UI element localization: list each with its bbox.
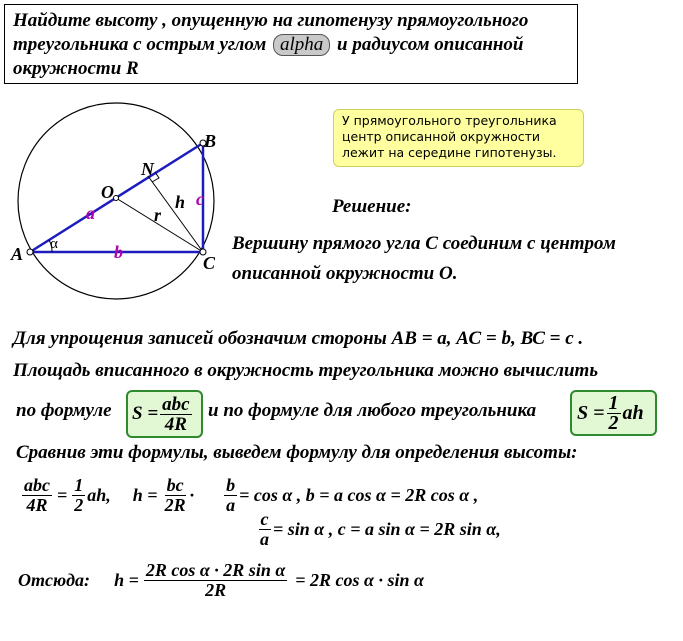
problem-line-2-start: треугольника с острым углом [13,34,267,55]
formula-2-numerator: 1 [608,391,619,414]
label-r: r [154,205,162,225]
label-side-c: c [196,189,204,209]
label-A: A [11,244,24,264]
hint-line-2: центр описанной окружности [342,129,541,144]
final-numerator: 2R cos α · 2R sin α [145,560,286,580]
derivation-frac-3-den: 2R [164,495,186,515]
formula-area-half-ah [570,390,657,436]
label-N: N [141,159,154,179]
alpha-pill: alpha [273,34,330,56]
derivation-frac-1-2 [72,476,85,515]
derivation-sin-relation: = sin α , c = a sin α = 2R sin α, [273,519,501,539]
derivation-frac-4-den: a [226,495,236,515]
solution-line-3: Для упрощения записей обозначим стороны АВ = а, АС = b, ВС = с . [13,328,584,349]
point-O [114,196,119,201]
solution-line-5b: и по формуле для любого треугольника [208,400,537,421]
derivation-frac-2-num: 1 [74,475,84,495]
final-denominator: 2R [205,580,227,600]
hint-note [333,109,584,167]
derivation-cos-relation: = cos α , b = a cos α = 2R cos α , [239,485,479,505]
formula-2-denominator: 2 [608,411,619,434]
solution-line-1: Вершину прямого угла С соединим с центром [232,233,616,254]
formula-1-numerator: abc [162,393,190,415]
derivation-frac-4-num: b [226,475,236,495]
formula-1-fraction [160,395,191,434]
final-label: Отсюда: [18,570,91,590]
solution-line-2: описанной окружности О. [232,263,458,284]
derivation-equals: = [57,485,68,505]
hint-line-3: лежит на середине гипотенузы. [342,145,557,160]
derivation-frac-2-den: 2 [74,495,84,515]
derivation-dot: · [189,485,195,505]
formula-2-lhs: S = [577,401,605,424]
derivation-frac-bc-2R [163,476,188,515]
solution-line-5a: по формуле [16,400,112,421]
label-O: O [101,182,114,202]
problem-line-2 [13,33,577,57]
formula-2-rhs: ah [622,401,644,424]
problem-line-2-end: и радиусом описанной [337,34,524,55]
label-C: C [203,253,216,273]
label-alpha: α [50,236,58,252]
derivation-frac-3-num: bc [166,475,184,495]
final-result: = 2R cos α · sin α [295,570,424,590]
formula-1-lhs: S = [132,403,159,424]
derivation-frac-1-den: 4R [26,495,48,515]
derivation-h-equals: h = [132,485,158,505]
hint-line-1: У прямоугольного треугольника [342,113,557,128]
solution-line-4: Площадь вписанного в окружность треугольника можно вычислить [13,360,599,381]
final-h-equals: h = [114,570,139,590]
problem-statement [4,4,578,84]
problem-line-1: Найдите высоту , опущенную на гипотенузу прямоугольного [13,10,529,31]
label-side-a: a [86,203,95,223]
derivation-row-2 [256,510,501,549]
point-A [27,249,33,255]
formula-1-denominator: 4R [164,413,187,435]
final-answer [18,561,424,600]
solution-heading: Решение: [332,196,412,217]
label-h: h [175,192,186,212]
triangle-figure [0,95,240,335]
label-side-b: b [114,242,123,262]
formula-2-fraction [607,391,621,434]
derivation-frac-5-num: c [260,509,269,529]
derivation-frac-abc-4R [22,476,52,515]
label-B: B [204,131,217,151]
derivation-frac-c-a [258,510,271,549]
final-fraction [144,561,287,600]
formula-area-abc-4R [126,390,203,438]
problem-line-3: окружности R [13,58,139,79]
derivation-ah: ah, [87,485,111,505]
derivation-frac-b-a [224,476,237,515]
derivation-frac-5-den: a [260,529,269,549]
derivation-frac-1-num: abc [24,475,50,495]
solution-line-6: Сравнив эти формулы, выведем формулу для определения высоты: [16,442,578,463]
